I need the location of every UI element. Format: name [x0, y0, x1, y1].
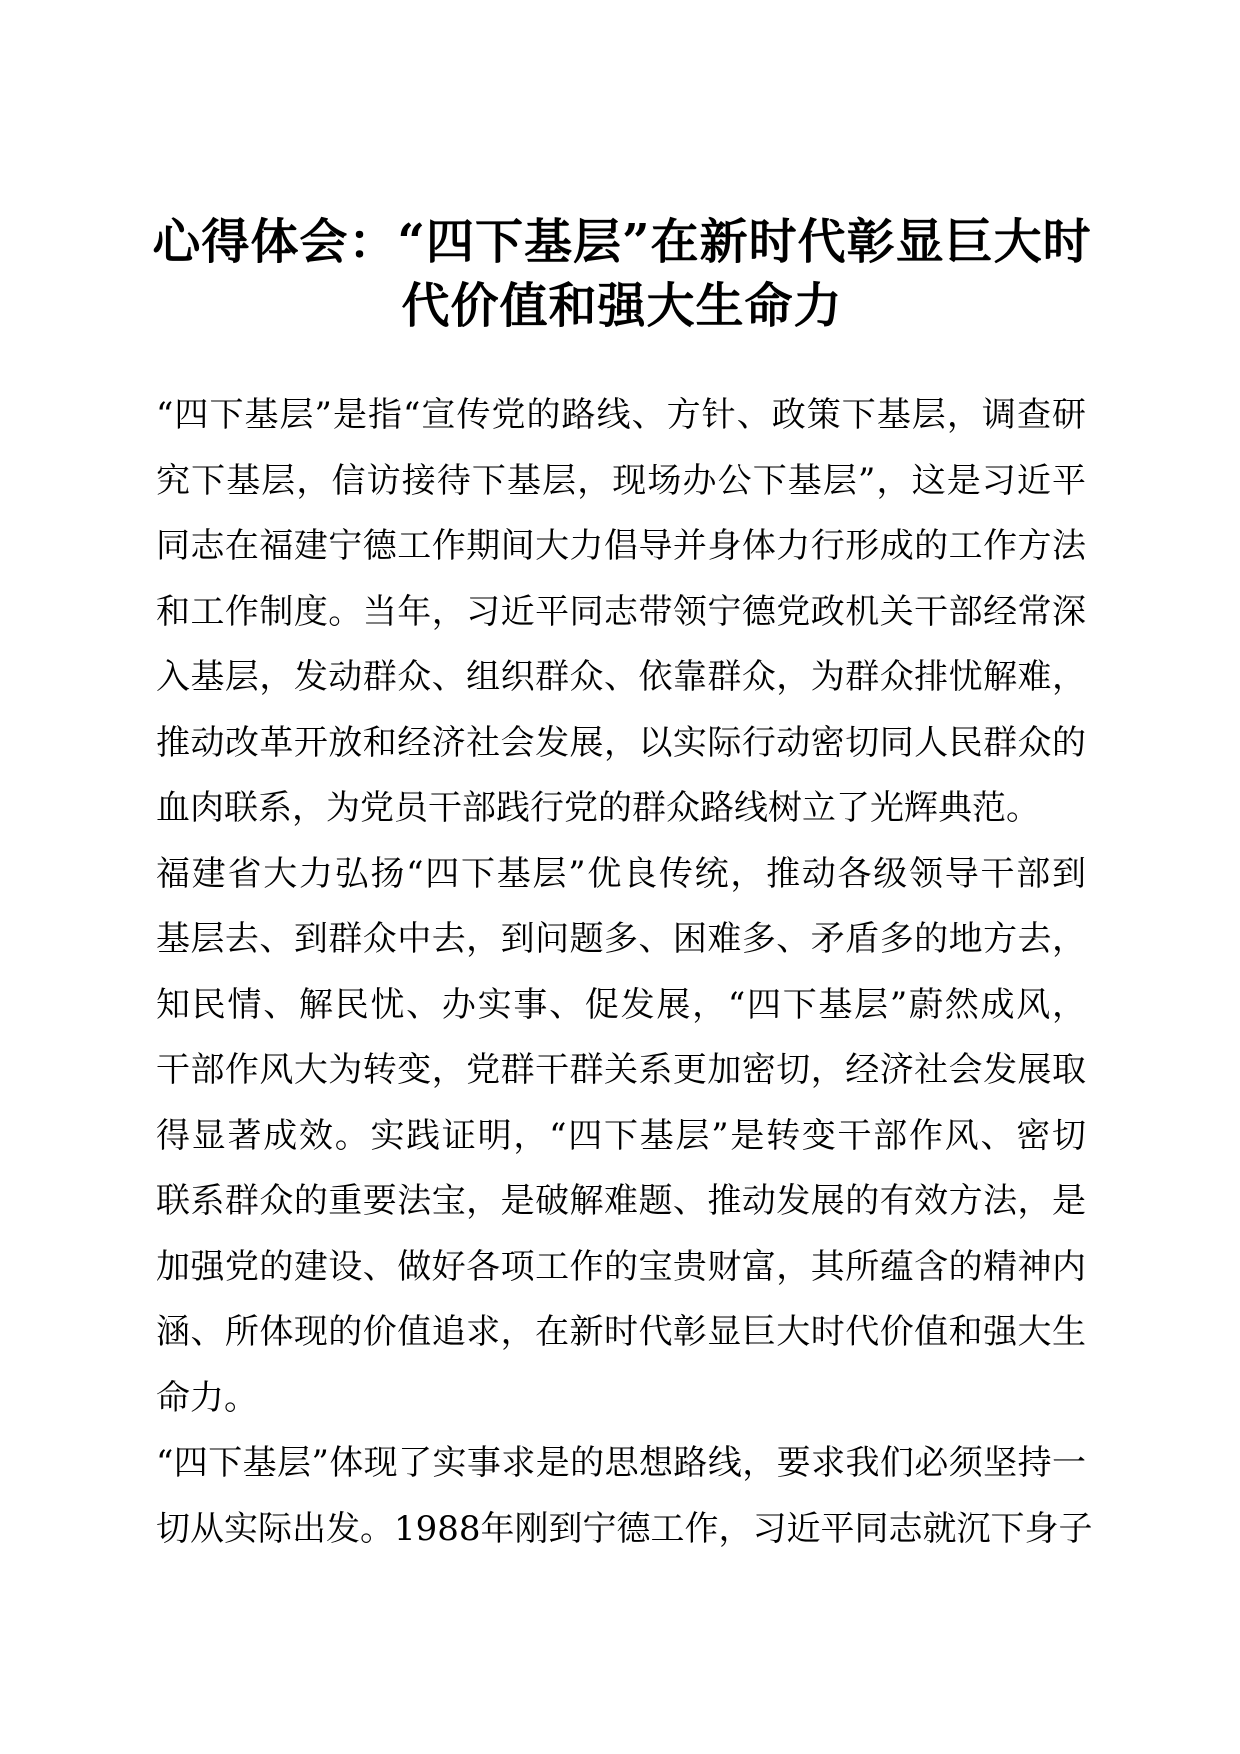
- paragraph-1: [156, 383, 1086, 842]
- text-line: 联系群众的重要法宝，是破解难题、推动发展的有效方法，是: [156, 1181, 1086, 1221]
- text-line: 干部作风大为转变，党群干群关系更加密切，经济社会发展取: [156, 1050, 1086, 1090]
- text-line: 涵、所体现的价值追求，在新时代彰显巨大时代价值和强大生: [156, 1312, 1086, 1352]
- document-title: [150, 210, 1094, 338]
- text-line: 同志在福建宁德工作期间大力倡导并身体力行形成的工作方法: [156, 526, 1086, 566]
- text-line: 命力。: [156, 1377, 258, 1418]
- paragraph-2: [156, 842, 1086, 1432]
- document-body: [156, 383, 1093, 1562]
- text-line: 切从实际出发。1988年刚到宁德工作，习近平同志就沉下身子: [156, 1508, 1093, 1549]
- title-line: 心得体会：“四下基层”在新时代彰显巨大时: [152, 214, 1092, 270]
- text-line: “四下基层”是指“宣传党的路线、方针、政策下基层，调查研: [156, 395, 1086, 435]
- title-line: 代价值和强大生命力: [401, 278, 843, 334]
- text-line: 入基层，发动群众、组织群众、依靠群众，为群众排忧解难，: [156, 657, 1086, 697]
- text-line: 推动改革开放和经济社会发展，以实际行动密切同人民群众的: [156, 722, 1086, 763]
- text-line: 加强党的建设、做好各项工作的宝贵财富，其所蕴含的精神内: [156, 1246, 1086, 1287]
- text-line: 得显著成效。实践证明，“四下基层”是转变干部作风、密切: [156, 1115, 1086, 1156]
- text-line: 究下基层，信访接待下基层，现场办公下基层”，这是习近平: [156, 460, 1086, 501]
- text-line: “四下基层”体现了实事求是的思想路线，要求我们必须坚持一: [156, 1443, 1086, 1483]
- text-line: 和工作制度。当年，习近平同志带领宁德党政机关干部经常深: [156, 591, 1086, 632]
- text-line: 福建省大力弘扬“四下基层”优良传统，推动各级领导干部到: [156, 853, 1086, 894]
- text-line: 基层去、到群众中去，到问题多、困难多、矛盾多的地方去，: [156, 919, 1086, 959]
- text-line: 血肉联系，为党员干部践行党的群众路线树立了光辉典范。: [156, 788, 1040, 828]
- text-line: 知民情、解民忧、办实事、促发展，“四下基层”蔚然成风，: [156, 984, 1086, 1025]
- paragraph-3: [156, 1431, 1093, 1562]
